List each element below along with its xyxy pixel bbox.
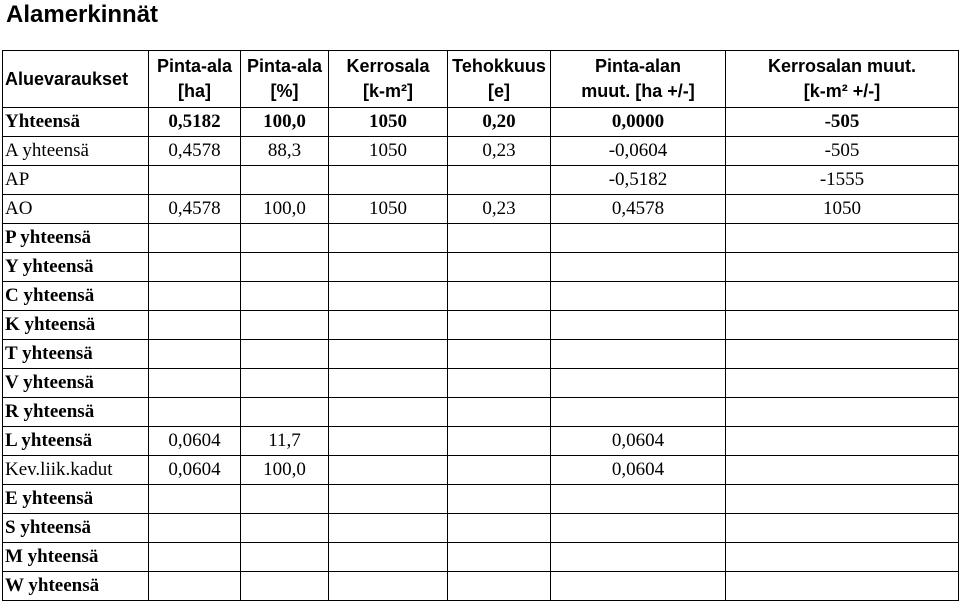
row-label: P yhteensä: [3, 224, 149, 253]
row-label: V yhteensä: [3, 369, 149, 398]
table-cell: [551, 514, 726, 543]
table-cell: [551, 253, 726, 282]
table-cell: [551, 369, 726, 398]
table-cell: [448, 572, 551, 601]
table-cell: 1050: [329, 137, 448, 166]
table-row: [3, 514, 959, 543]
table-cell: 1050: [329, 108, 448, 137]
table-cell: 0,23: [448, 137, 551, 166]
column-header-line1: Pinta-alan: [594, 56, 682, 76]
row-label: S yhteensä: [3, 514, 149, 543]
column-header: [241, 51, 329, 108]
column-header: [726, 51, 959, 108]
table-cell: -505: [726, 137, 959, 166]
table-cell: 0,0604: [551, 456, 726, 485]
row-label: Kev.liik.kadut: [3, 456, 149, 485]
table-cell: [149, 282, 241, 311]
column-header-line2: [k-m² +/-]: [803, 81, 881, 101]
table-cell: [726, 485, 959, 514]
table-row: [3, 282, 959, 311]
table-row: [3, 427, 959, 456]
table-cell: [329, 166, 448, 195]
column-header-line2: [e]: [488, 81, 510, 101]
column-header-line1: Kerrosala: [346, 56, 430, 76]
page-title: Alamerkinnät: [6, 1, 159, 28]
table-cell: [448, 456, 551, 485]
table-cell: [329, 427, 448, 456]
table-cell: [329, 253, 448, 282]
table-cell: 0,4578: [551, 195, 726, 224]
row-label: W yhteensä: [3, 572, 149, 601]
column-header-line2: [%]: [270, 81, 299, 101]
table-cell: [448, 282, 551, 311]
row-label: M yhteensä: [3, 543, 149, 572]
table-cell: [726, 427, 959, 456]
table-cell: 1050: [329, 195, 448, 224]
table-row: [3, 369, 959, 398]
table-cell: 0,0604: [149, 456, 241, 485]
table-cell: [329, 456, 448, 485]
table-cell: [241, 398, 329, 427]
column-header: [329, 51, 448, 108]
column-header: [448, 51, 551, 108]
table-body: [3, 108, 959, 601]
row-label: AO: [3, 195, 149, 224]
column-header-line1: Pinta-ala: [156, 56, 233, 76]
table-cell: -505: [726, 108, 959, 137]
table-cell: [329, 369, 448, 398]
table-cell: [448, 485, 551, 514]
table-cell: 100,0: [241, 195, 329, 224]
table-cell: [329, 340, 448, 369]
table-cell: [329, 485, 448, 514]
row-label: Y yhteensä: [3, 253, 149, 282]
table-cell: [448, 543, 551, 572]
table-cell: 0,20: [448, 108, 551, 137]
table-row: [3, 340, 959, 369]
table-cell: [149, 572, 241, 601]
table-cell: [241, 572, 329, 601]
column-header-line2: muut. [ha +/-]: [581, 81, 695, 101]
table-cell: [149, 514, 241, 543]
table-row: [3, 485, 959, 514]
table-cell: [149, 543, 241, 572]
table-cell: [149, 224, 241, 253]
table-cell: 88,3: [241, 137, 329, 166]
column-header: [3, 51, 149, 108]
row-label: E yhteensä: [3, 485, 149, 514]
table-cell: [329, 398, 448, 427]
table-row: [3, 108, 959, 137]
table-cell: [241, 543, 329, 572]
row-label: C yhteensä: [3, 282, 149, 311]
table-cell: [551, 398, 726, 427]
table-row: [3, 398, 959, 427]
table-cell: [241, 253, 329, 282]
table-cell: [241, 224, 329, 253]
table-cell: [241, 514, 329, 543]
table-cell: -1555: [726, 166, 959, 195]
table-cell: [551, 224, 726, 253]
column-header-line2: [ha]: [178, 81, 211, 101]
column-header-line1: Aluevaraukset: [5, 68, 129, 89]
table-cell: [551, 485, 726, 514]
table-cell: 100,0: [241, 108, 329, 137]
table-cell: 1050: [726, 195, 959, 224]
table-row: [3, 543, 959, 572]
table-cell: [329, 572, 448, 601]
table-cell: [241, 311, 329, 340]
table-cell: [448, 514, 551, 543]
table-cell: [241, 340, 329, 369]
row-label: R yhteensä: [3, 398, 149, 427]
table-cell: -0,5182: [551, 166, 726, 195]
table-cell: [448, 340, 551, 369]
table-cell: [149, 398, 241, 427]
row-label: T yhteensä: [3, 340, 149, 369]
table-cell: [726, 224, 959, 253]
table-cell: [149, 340, 241, 369]
table-cell: [551, 311, 726, 340]
table-cell: 0,0000: [551, 108, 726, 137]
table-cell: [726, 282, 959, 311]
table-cell: [448, 166, 551, 195]
table-cell: [448, 369, 551, 398]
table-cell: [726, 543, 959, 572]
table-cell: [726, 253, 959, 282]
column-header: [149, 51, 241, 108]
table-row: [3, 253, 959, 282]
table-row: [3, 137, 959, 166]
table-cell: [551, 282, 726, 311]
table-cell: 11,7: [241, 427, 329, 456]
table-cell: [149, 253, 241, 282]
row-label: L yhteensä: [3, 427, 149, 456]
table-cell: 0,5182: [149, 108, 241, 137]
table-cell: [149, 485, 241, 514]
table-cell: [448, 311, 551, 340]
table-cell: [241, 485, 329, 514]
table-cell: [726, 514, 959, 543]
row-label: Yhteensä: [3, 108, 149, 137]
table-cell: 0,0604: [149, 427, 241, 456]
column-header-line2: [k-m²]: [363, 81, 413, 101]
table-cell: [551, 572, 726, 601]
row-label: K yhteensä: [3, 311, 149, 340]
table-cell: 0,4578: [149, 137, 241, 166]
table-cell: [149, 311, 241, 340]
table-cell: 0,23: [448, 195, 551, 224]
table-cell: [241, 282, 329, 311]
column-header-line1: Kerrosalan muut.: [767, 56, 917, 76]
table-cell: [329, 282, 448, 311]
table-cell: 0,4578: [149, 195, 241, 224]
table-cell: [551, 340, 726, 369]
row-label: AP: [3, 166, 149, 195]
land-use-table: [2, 50, 959, 601]
table-cell: [448, 398, 551, 427]
table-row: [3, 166, 959, 195]
table-cell: [329, 311, 448, 340]
table-cell: [726, 369, 959, 398]
table-row: [3, 195, 959, 224]
table-cell: [241, 166, 329, 195]
column-header-line1: Pinta-ala: [246, 56, 323, 76]
table-row: [3, 311, 959, 340]
table-cell: [726, 398, 959, 427]
table-cell: [329, 224, 448, 253]
table-row: [3, 456, 959, 485]
header-row: [3, 51, 959, 108]
table-cell: [726, 340, 959, 369]
table-cell: [149, 369, 241, 398]
table-row: [3, 224, 959, 253]
table-cell: [551, 543, 726, 572]
table-cell: [448, 427, 551, 456]
column-header: [551, 51, 726, 108]
table-cell: 100,0: [241, 456, 329, 485]
row-label: A yhteensä: [3, 137, 149, 166]
table-row: [3, 572, 959, 601]
table-cell: 0,0604: [551, 427, 726, 456]
table-cell: [329, 543, 448, 572]
table-cell: [726, 311, 959, 340]
table-cell: [448, 224, 551, 253]
table-cell: [329, 514, 448, 543]
column-header-line1: Tehokkuus: [452, 56, 546, 76]
table-cell: [149, 166, 241, 195]
table-cell: [448, 253, 551, 282]
table-cell: -0,0604: [551, 137, 726, 166]
table-cell: [726, 456, 959, 485]
table-cell: [726, 572, 959, 601]
table-cell: [241, 369, 329, 398]
